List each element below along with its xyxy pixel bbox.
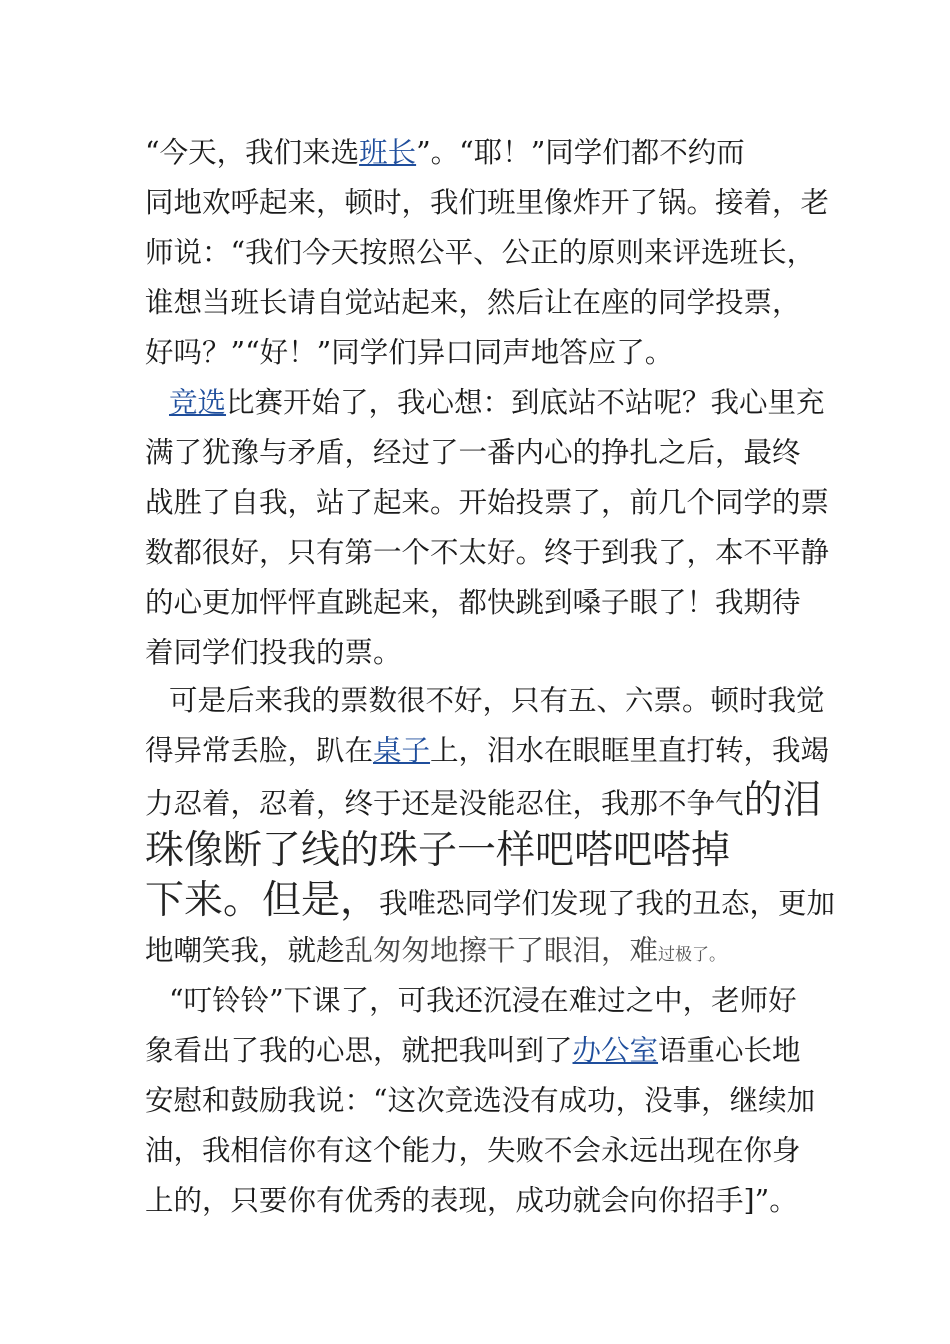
text-line: 战胜了自我，站了起来。开始投票了，前几个同学的票 bbox=[145, 486, 830, 519]
text-run: ”。“耶！”同学们都不约而 bbox=[416, 136, 745, 169]
text-line: 好吗？”“好！”同学们异口同声地答应了。 bbox=[145, 336, 674, 369]
text-line: 师说：“我们今天按照公平、公正的原则来评选班长， bbox=[145, 236, 816, 269]
text-run: “今天，我们来选 bbox=[145, 136, 360, 169]
text-line bbox=[145, 776, 822, 826]
text-line bbox=[145, 876, 835, 926]
text-line: 安慰和鼓励我说：“这次竞选没有成功，没事，继续加 bbox=[145, 1084, 816, 1117]
text-run: 地嘲笑我，就趁 bbox=[145, 934, 345, 967]
link-jingxuan[interactable]: 竞选 bbox=[169, 386, 227, 419]
text-line: 着同学们投我的票。 bbox=[145, 636, 402, 669]
text-line: 满了犹豫与矛盾，经过了一番内心的挣扎之后，最终 bbox=[145, 436, 801, 469]
text-line: 可是后来我的票数很不好，只有五、六票。顿时我觉 bbox=[169, 684, 825, 717]
text-line bbox=[145, 726, 829, 776]
text-line: 同地欢呼起来，顿时，我们班里像炸开了锅。接着，老 bbox=[145, 186, 830, 219]
text-line: 的心更加怦怦直跳起来，都快跳到嗓子眼了！我期待 bbox=[145, 586, 801, 619]
text-line: 油，我相信你有这个能力，失败不会永远出现在你身 bbox=[145, 1134, 801, 1167]
large-text-run: 的泪 bbox=[743, 778, 822, 823]
large-text-run: 下来。但是， bbox=[145, 878, 380, 923]
text-line bbox=[145, 1026, 801, 1076]
text-run: 语重心长地 bbox=[658, 1034, 801, 1067]
text-line bbox=[145, 826, 730, 876]
link-zhuozi[interactable]: 桌子 bbox=[373, 734, 431, 767]
text-line: “叮铃铃”下课了，可我还沉浸在难过之中，老师好 bbox=[169, 984, 797, 1017]
large-text-run: 珠像断了线的珠子一样吧嗒吧嗒掉 bbox=[145, 828, 731, 873]
light-text-run: 乱匆匆地擦干了眼泪，难 bbox=[344, 934, 659, 967]
small-text-run: 过极了。 bbox=[658, 945, 727, 965]
text-run: 比赛开始了，我心想：到底站不站呢？我心里充 bbox=[226, 386, 825, 419]
text-run: 我唯恐同学们发现了我的丑态，更加 bbox=[379, 887, 836, 920]
text-run: 象看出了我的心思，就把我叫到了 bbox=[145, 1034, 573, 1067]
text-run: 上，泪水在眼眶里直打转，我竭 bbox=[430, 734, 830, 767]
text-line bbox=[145, 128, 745, 178]
text-line: 谁想当班长请自觉站起来，然后让在座的同学投票， bbox=[145, 286, 801, 319]
text-run: 得异常丢脸，趴在 bbox=[145, 734, 374, 767]
text-line: 上的，只要你有优秀的表现，成功就会向你招手]”。 bbox=[145, 1184, 798, 1217]
text-line: 数都很好，只有第一个不太好。终于到我了，本不平静 bbox=[145, 536, 830, 569]
link-bangongshi[interactable]: 办公室 bbox=[572, 1034, 659, 1067]
text-line bbox=[169, 378, 825, 428]
text-run: 力忍着，忍着，终于还是没能忍住，我那不争气 bbox=[145, 787, 744, 820]
link-banzhang[interactable]: 班长 bbox=[359, 136, 417, 169]
text-line bbox=[145, 926, 726, 976]
